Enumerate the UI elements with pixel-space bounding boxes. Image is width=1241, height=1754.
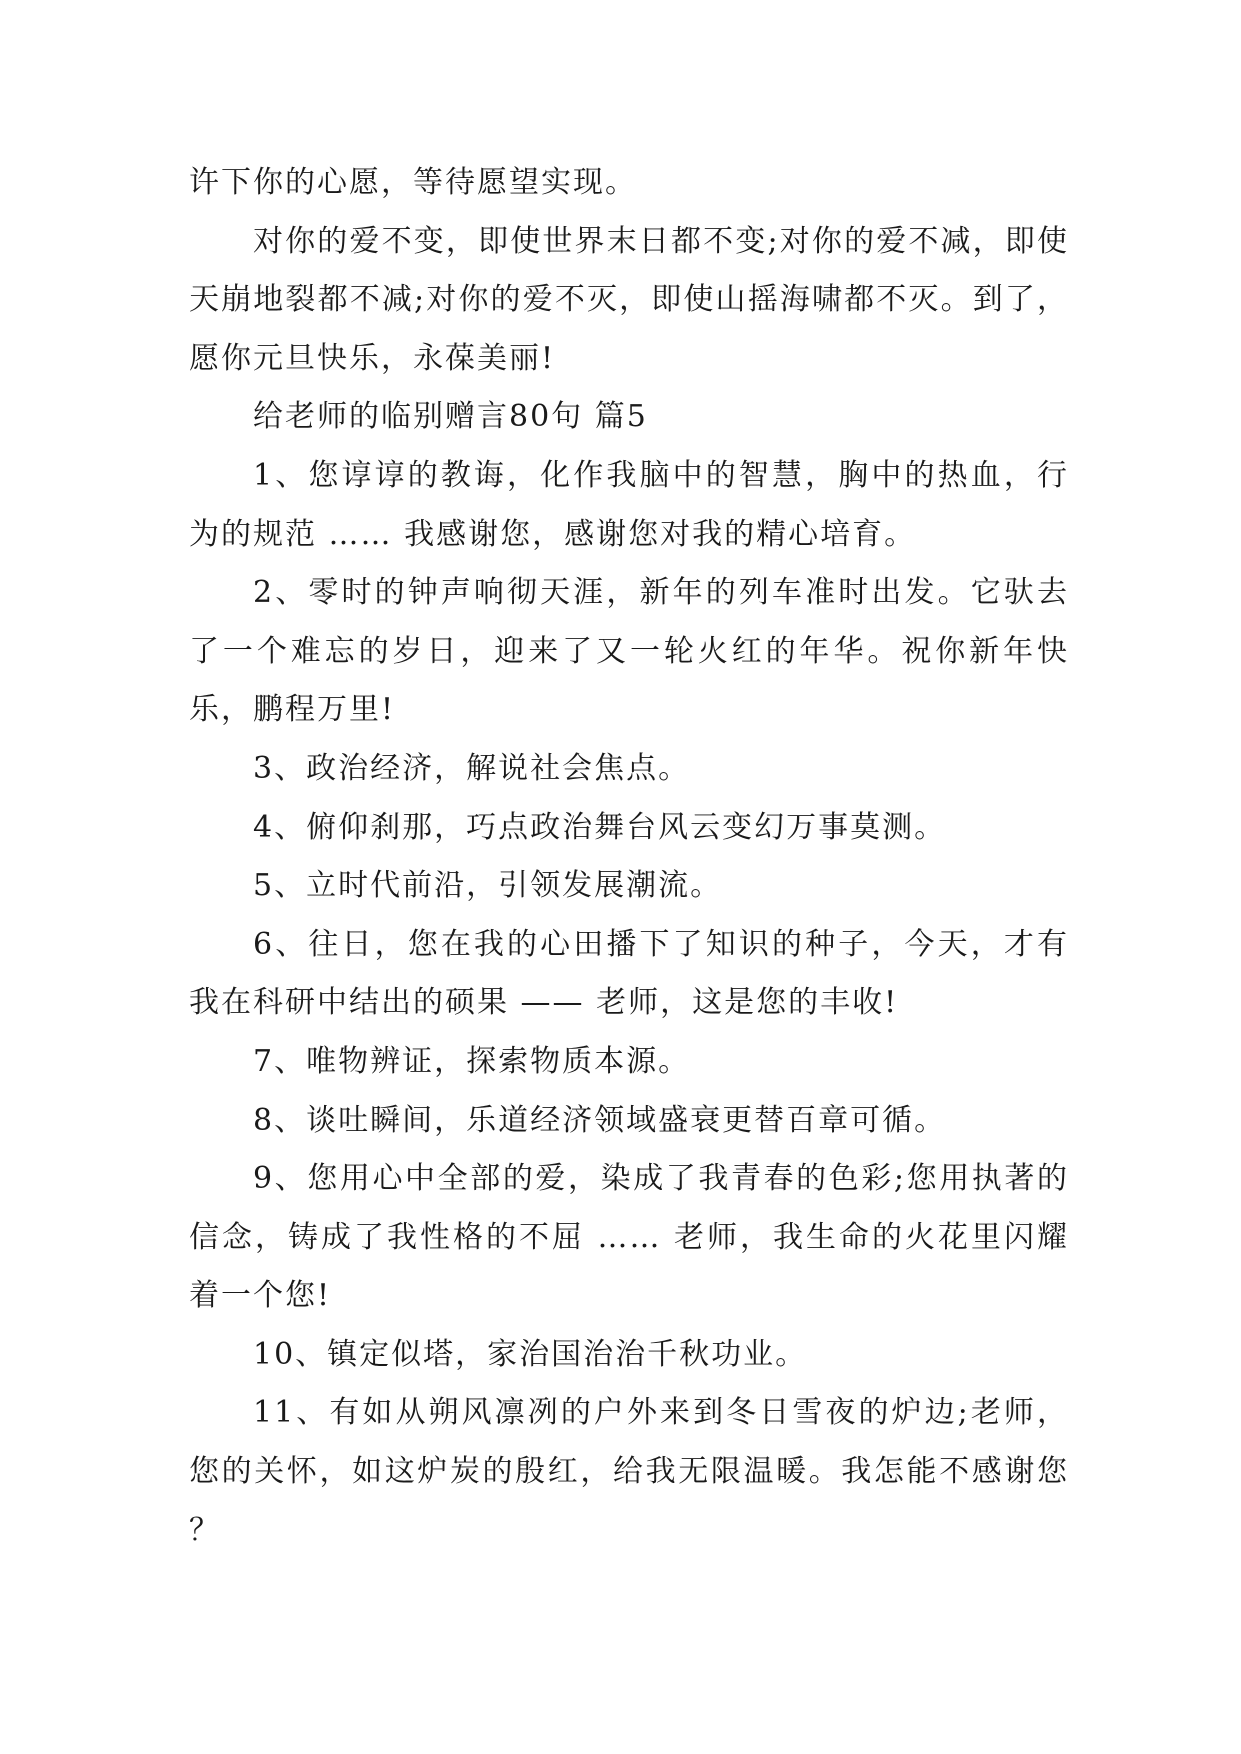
list-item-6: 6、往日，您在我的心田播下了知识的种子，今天，才有我在科研中结出的硕果 —— 老师，这是您的丰收! [189,926,1069,1021]
list-item-3: 3、政治经济，解说社会焦点。 [253,750,691,786]
list-item-8: 8、谈吐瞬间，乐道经济领域盛衰更替百章可循。 [253,1102,947,1138]
list-item-4: 4、俯仰刹那，巧点政治舞台风云变幻万事莫测。 [253,809,947,845]
paragraph-wish: 许下你的心愿，等待愿望实现。 [189,165,637,200]
list-item-1: 1、您谆谆的教诲，化作我脑中的智慧，胸中的热血，行为的规范 …… 我感谢您，感谢您对我的精心培育。 [189,457,1069,552]
paragraph-love-never-changes: 对你的爱不变，即使世界末日都不变;对你的爱不减，即使天崩地裂都不减;对你的爱不灭，即使山摇海啸都不灭。到了，愿你元旦快乐，永葆美丽! [189,223,1069,376]
document-body [189,154,1069,1560]
section-heading: 给老师的临别赠言80句 篇5 [253,399,648,435]
list-item-9: 9、您用心中全部的爱，染成了我青春的色彩;您用执著的信念，铸成了我性格的不屈 …… 老师，我生命的火花里闪耀着一个您! [189,1161,1069,1314]
list-item-2: 2、零时的钟声响彻天涯，新年的列车准时出发。它驮去了一个难忘的岁日，迎来了又一轮火红的年华。祝你新年快乐，鹏程万里! [189,575,1069,728]
list-item-7: 7、唯物辨证，探索物质本源。 [253,1043,691,1079]
list-item-10: 10、镇定似塔，家治国治治千秋功业。 [253,1336,808,1372]
list-item-11: 11、有如从朔风凛冽的户外来到冬日雪夜的炉边;老师，您的关怀，如这炉炭的殷红，给我无限温暖。我怎能不感谢您 ？ [189,1395,1069,1548]
list-item-5: 5、立时代前沿，引领发展潮流。 [253,868,723,904]
